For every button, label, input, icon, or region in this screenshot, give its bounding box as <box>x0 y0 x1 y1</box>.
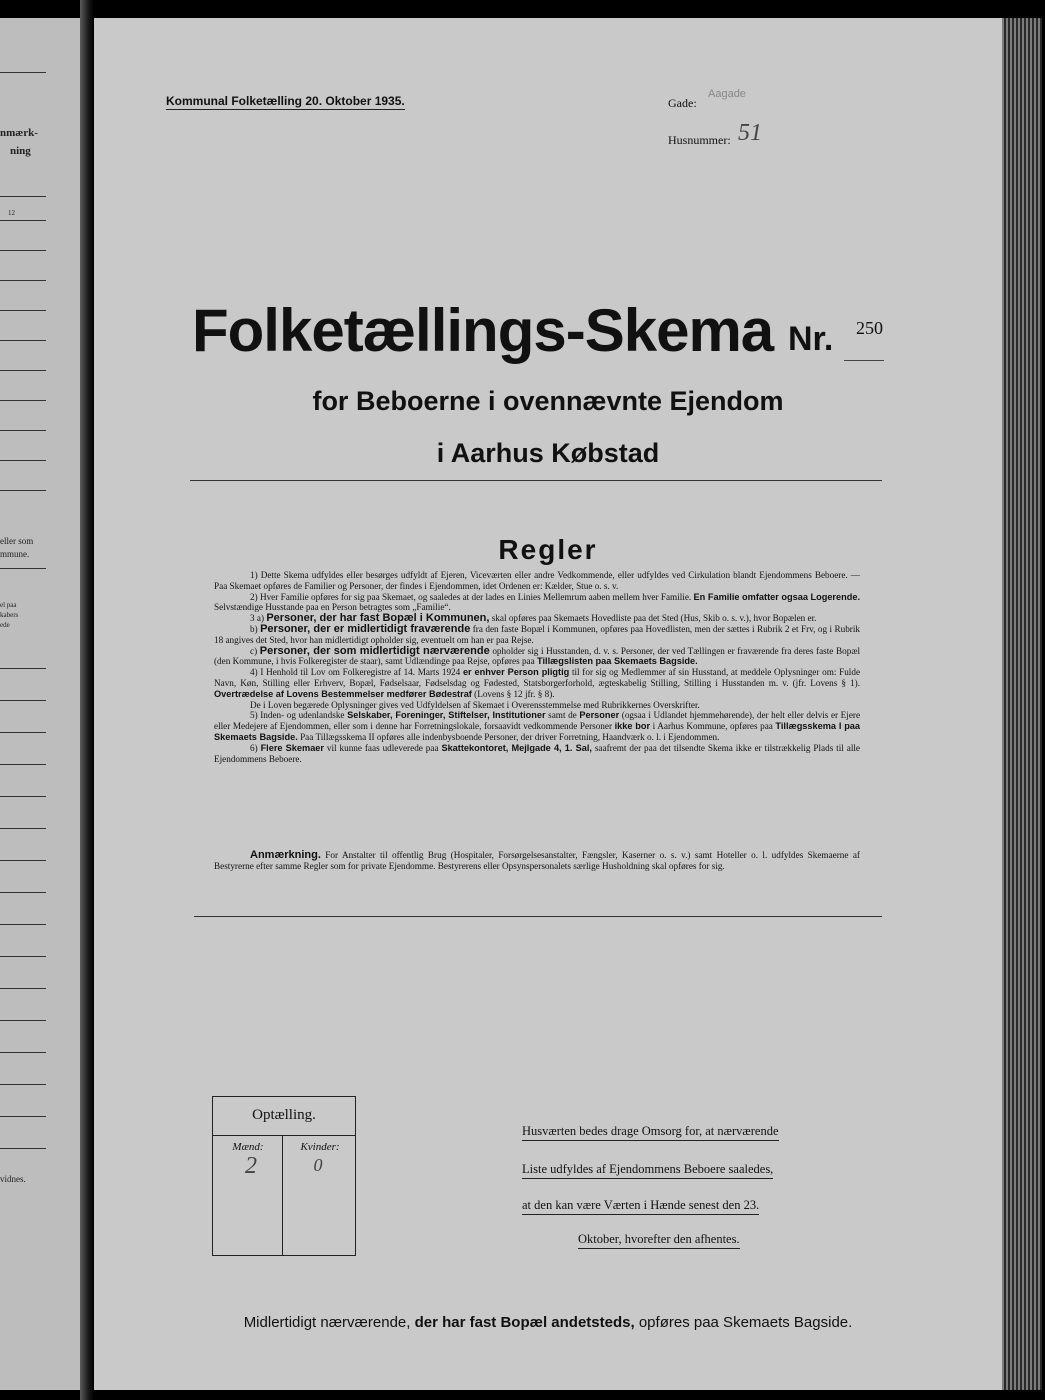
rule-bold-text: ikke bor <box>614 721 651 732</box>
count-box-title: Optælling. <box>252 1107 316 1123</box>
rule-bold-text: Personer <box>579 710 620 721</box>
book-gutter <box>80 0 94 1400</box>
ruled-line <box>0 764 46 765</box>
left-page-fragment: 12 <box>8 209 15 217</box>
rule-text: Selvstændige Husstande paa en Person betragtes som „Familie“. <box>214 602 451 613</box>
ruled-line <box>0 988 46 989</box>
ruled-line <box>0 340 46 341</box>
rule-text: c) <box>250 645 258 656</box>
rule-text: til for sig og Medlemmer af sin Husstand, at meddele Oplysninger om: Fulde Navn, Køn, Stilling eller Erhverv, Bopæl, Fødselsaar, Fødselsdag og Fødested, Statsborgerforhold, ægteskabelig Stilling, Stilling i Husstanden m. v. (jfr. Lovens § 1). <box>214 667 861 688</box>
rule-text: 6) <box>250 742 258 753</box>
ruled-line <box>0 1084 46 1085</box>
form-title: Folketællings-Skema <box>192 297 774 364</box>
ruled-line <box>0 568 46 569</box>
rule-5 <box>214 710 860 742</box>
ruled-line <box>0 220 46 221</box>
rule-text: skal opføres paa Skemaets Hovedliste paa det Sted (Hus, Skib o. s. v.), hvor Bopælen er. <box>491 613 817 624</box>
left-page-fragment: ning <box>10 145 31 157</box>
annotation-block <box>214 850 860 872</box>
rules-text-block <box>214 570 860 764</box>
form-subtitle: for Beboerne i ovennævnte Ejendom <box>312 386 784 416</box>
ruled-line <box>0 490 46 491</box>
left-page-edge <box>0 18 80 1390</box>
form-number-underline <box>844 360 884 361</box>
rule-text: b) <box>250 623 258 634</box>
rule-bold-text: Personer, der har fast Bopæl i Kommunen, <box>266 612 490 625</box>
rule-text: samt de <box>548 710 577 721</box>
women-count-handwritten: 0 <box>313 1155 323 1175</box>
count-box <box>212 1096 356 1256</box>
ruled-line <box>0 796 46 797</box>
rule-bold-text: Selskaber, Foreninger, Stiftelser, Institutioner <box>347 710 546 721</box>
rule-text: 2) Hver Familie opføres for sig paa Skemaet, og saaledes at der lades en Linies Mellemrum aaben mellem hver Familie. <box>250 591 692 602</box>
left-page-fragment: el paa <box>0 601 17 609</box>
divider-line <box>194 916 882 917</box>
ruled-line <box>0 860 46 861</box>
rule-text: 3 a) <box>250 613 265 624</box>
footer-text: Midlertidigt nærværende, <box>243 1314 411 1331</box>
left-page-fragment: kabers <box>0 611 19 619</box>
rule-3b <box>214 624 860 646</box>
rule-text: i Aarhus Kommune, opføres paa <box>652 721 773 732</box>
rule-text: (ogsaa i Udlandet hjemmehørende), der helt eller delvis er Ejere eller Medejere af Ejendommen, eller som i denne har Forretningslokale, forsaavidt vedkommende Personer <box>214 710 861 732</box>
landlord-notice-line: Oktober, hvorefter den afhentes. <box>578 1232 740 1249</box>
left-page-fragment: eller som <box>0 536 34 546</box>
annotation-text: For Anstalter til offentlig Brug (Hospitaler, Forsørgelsesanstalter, Fængsler, Kaserner o. s. v.) samt Hoteller o. l. udfyldes Skemaerne af Bestyrerne efter samme Regler som for private Ejendomme. Bestyrerens eller Opsynspersonalets særlige Husholdning skal opføres for sig. <box>214 850 860 871</box>
ruled-line <box>0 430 46 431</box>
census-form-page <box>94 18 1002 1390</box>
rule-6 <box>214 743 860 765</box>
rule-bold-text: er enhver Person pligtig <box>462 667 570 678</box>
rule-bold-text: Flere Skemaer <box>260 742 324 753</box>
rule-text: opholder sig i Husstanden, d. v. s. Personer, der ved Tællingen er fraværende fra deres faste Bopæl (den Kommune, i hvis Folkeregister de staar), samt Udlændinge paa Rejse, opføres paa <box>214 645 861 667</box>
rule-bold-text: Tillægsskema I paa Skemaets Bagside. <box>214 721 861 742</box>
ruled-line <box>0 828 46 829</box>
footer-text: opføres paa Skemaets Bagside. <box>638 1314 853 1331</box>
husnummer-handwritten-value: 51 <box>738 120 762 146</box>
ruled-line <box>0 310 46 311</box>
ruled-line <box>0 196 46 197</box>
rule-text: saafremt der paa det tilsendte Skema ikke er tilstrækkelig Plads til alle Ejendommens Beboere. <box>214 742 861 764</box>
count-box-column-divider <box>282 1135 283 1255</box>
rule-text: vil kunne faas udleverede paa <box>326 742 439 753</box>
women-label: Kvinder: <box>300 1141 340 1153</box>
rule-text: 4) I Henhold til Lov om Folkeregistre af 14. Marts 1924 <box>250 667 461 678</box>
landlord-notice-line: Liste udfyldes af Ejendommens Beboere saaledes, <box>522 1162 773 1179</box>
ruled-line <box>0 1020 46 1021</box>
count-box-divider <box>213 1135 355 1136</box>
form-subtitle-city: i Aarhus Købstad <box>436 438 660 468</box>
rule-text: 5) Inden- og udenlandske <box>250 710 345 721</box>
form-number-value: 250 <box>856 318 883 338</box>
divider-line <box>190 480 882 481</box>
left-page-fragment: mmune. <box>0 549 30 559</box>
left-page-fragment: nmærk- <box>0 127 38 139</box>
ruled-line <box>0 1052 46 1053</box>
ruled-line <box>0 72 46 73</box>
rule-text: Paa Tillægsskema II opføres alle indenbysboende Personer, der driver Forretning, Haandværk o. l. i Ejendommen. <box>300 731 720 742</box>
men-count-handwritten: 2 <box>245 1153 257 1179</box>
rule-bold-text: Skattekontoret, Mejlgade 4, 1. Sal, <box>441 742 592 753</box>
footer-note <box>94 1314 1002 1331</box>
left-page-fragment: ede <box>0 621 10 629</box>
rule-bold-text: Personer, der er midlertidigt fraværende <box>260 622 471 635</box>
annotation-label: Anmærkning. <box>250 849 321 861</box>
landlord-notice-line: Husværten bedes drage Omsorg for, at nærværende <box>522 1124 779 1141</box>
rule-3c <box>214 646 860 668</box>
rule-4-note <box>214 700 860 711</box>
rule-1 <box>214 570 860 592</box>
ruled-line <box>0 668 46 669</box>
ruled-line <box>0 1148 46 1149</box>
ruled-line <box>0 250 46 251</box>
rule-4 <box>214 667 860 699</box>
census-header: Kommunal Folketælling 20. Oktober 1935. <box>166 94 405 108</box>
ruled-line <box>0 1116 46 1117</box>
rule-bold-text: Overtrædelse af Lovens Bestemmelser medfører Bødestraf <box>214 688 472 699</box>
rule-bold-text: Tillægslisten paa Skemaets Bagside. <box>537 656 698 667</box>
left-page-fragment: vidnes. <box>0 1174 26 1184</box>
husnummer-label: Husnummer: <box>668 133 731 147</box>
ruled-line <box>0 956 46 957</box>
footer-bold-text: der har fast Bopæl andetsteds, <box>414 1314 635 1331</box>
annotation-paragraph <box>214 850 860 872</box>
rule-text: fra den faste Bopæl i Kommunen, opføres paa Hovedlisten, men der sættes i Rubrik 2 et Frv, og i Rubrik 18 angives det Sted, hvor han midlertidigt opholder sig, eventuelt om han er paa Rejse. <box>214 623 860 645</box>
ruled-line <box>0 892 46 893</box>
rule-2 <box>214 592 860 614</box>
rule-text: De i Loven begærede Oplysninger gives ved Udfyldelsen af Skemaet i Overensstemmelse med Rubrikkernes Overskrifter. <box>250 699 700 710</box>
ruled-line <box>0 700 46 701</box>
rules-heading: Regler <box>498 534 598 565</box>
rule-bold-text: Personer, der som midlertidigt nærværende <box>259 644 490 657</box>
ruled-line <box>0 924 46 925</box>
rule-bold-text: En Familie omfatter ogsaa Logerende. <box>693 591 861 602</box>
ruled-line <box>0 370 46 371</box>
form-number-label: Nr. <box>788 320 834 358</box>
book-page-edges <box>1002 18 1042 1390</box>
ruled-line <box>0 460 46 461</box>
rule-text: (Lovens § 12 jfr. § 8). <box>474 688 555 699</box>
ruled-line <box>0 732 46 733</box>
ruled-line <box>0 400 46 401</box>
ruled-line <box>0 280 46 281</box>
gade-value-stamp: Aagade <box>708 88 746 100</box>
men-label: Mænd: <box>232 1141 264 1153</box>
landlord-notice-line: at den kan være Værten i Hænde senest den 23. <box>522 1198 759 1215</box>
rule-text: 1) Dette Skema udfyldes eller besørges udfyldt af Ejeren, Viceværten eller andre Vedkommende, eller udfyldes ved Cirkulation blandt Ejendommens Beboere. — Paa Skemaet opføres de Familier og Personer, der findes i Ejendommen, idet Ordenen er: Kælder, Stue o. s. v. <box>214 570 860 591</box>
gade-label: Gade: <box>668 96 697 110</box>
